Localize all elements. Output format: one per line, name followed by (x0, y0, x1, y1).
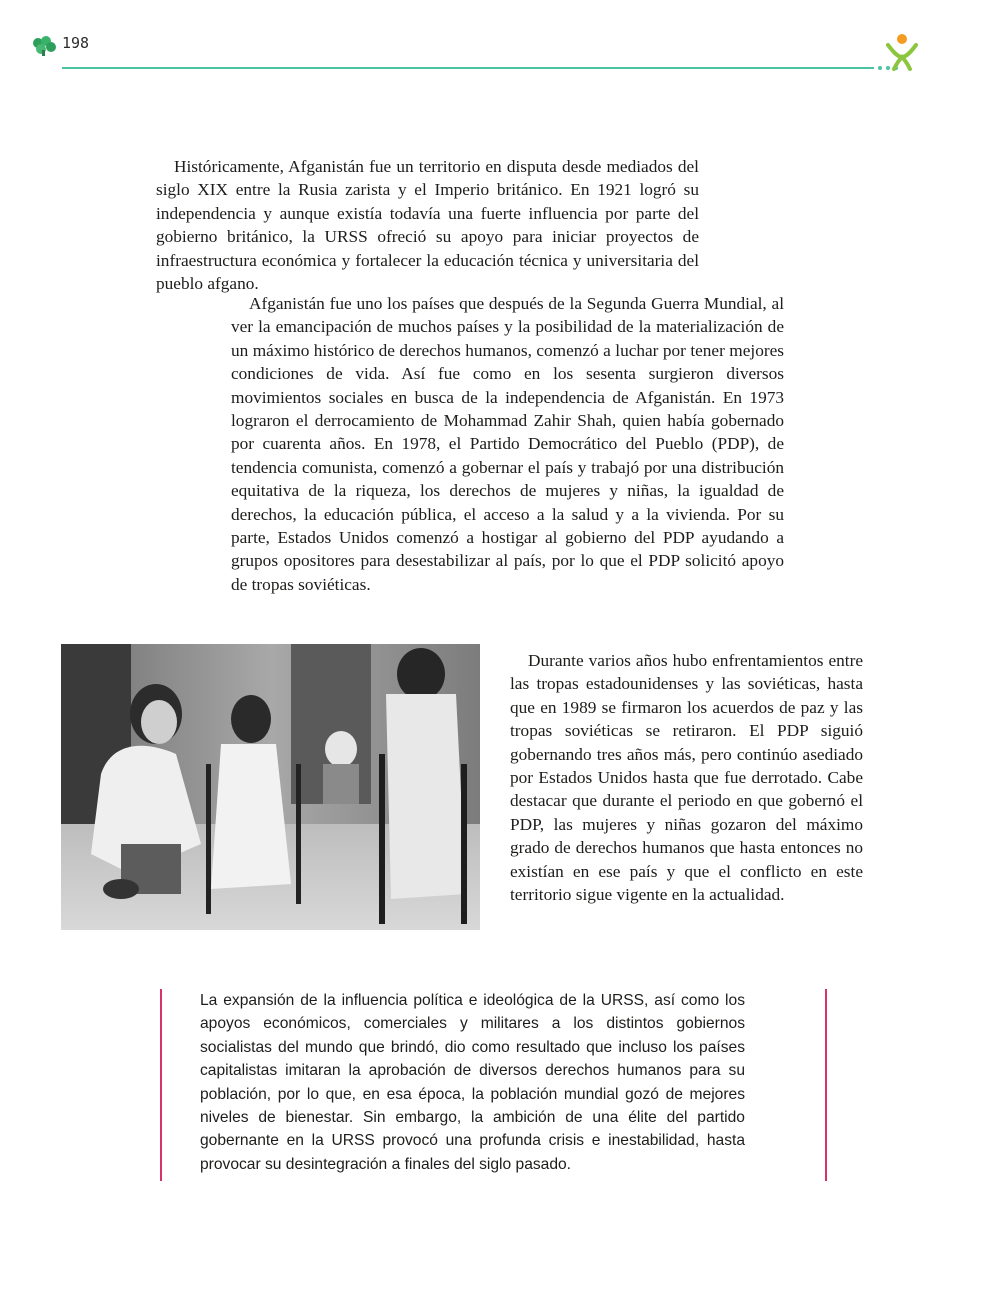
photo-children-with-crutches (61, 644, 480, 930)
paragraph-conflict: Durante varios años hubo enfrentamientos entre las tropas estadounidenses y las soviéticas, hasta que en 1989 se firmaron los acuerdos de paz y las tropas soviéticas se retiraron. El PDP siguió gobernando tres años más, pero continúo asediado por Estados Unidos hasta que fue derrotado. Cabe destacar que durante el periodo en que gobernó el PDP, las mujeres y niñas gozaron del máximo grado de derechos humanos que hasta entonces no existían en ese país y que el conflicto en este territorio sigue vigente en la actualidad. (510, 651, 863, 905)
figure-with-orange-head-icon (884, 31, 920, 71)
page-number: 198 (62, 34, 90, 52)
green-flower-cluster-icon (30, 34, 58, 56)
page-header (0, 0, 986, 80)
header-rule (62, 67, 874, 69)
callout-left-bar (160, 989, 162, 1181)
callout-text: La expansión de la influencia política e ideológica de la URSS, así como los apoyos económicos, comerciales y militares a los distintos gobiernos socialistas del mundo que brindó, dio como resultado que incluso los países capitalistas imitaran la aprobación de diversos derechos humanos para su población, por lo que, en esa época, la población mundial gozó de mejores niveles de bienestar. Sin embargo, la ambición de una élite del partido gobernante en la URSS provocó una profunda crisis e inestabilidad, hasta provocar su desintegración a finales del siglo pasado. (200, 992, 745, 1173)
callout-box (160, 989, 827, 1181)
paragraph-afganistan-pdp: Afganistán fue uno los países que después de la Segunda Guerra Mundial, al ver la emancipación de muchos países y la posibilidad de la materialización de un máximo histórico de derechos humanos, comenzó a luchar por tener mejores condiciones de vida. Así fue como en los sesenta surgieron diversos movimientos sociales en busca de la independencia de Afganistán. En 1973 lograron el derrocamiento de Mohammad Zahir Shah, quien había gobernado por cuarenta años. En 1978, el Partido Democrático del Pueblo (PDP), de tendencia comunista, comenzó a gobernar el país y trabajó por una distribución equitativa de la riqueza, los derechos de mujeres y niñas, la igualdad de derechos, la educación pública, el acceso a la salud y a la vivienda. Por su parte, Estados Unidos comenzó a hostigar al gobierno del PDP ayudando a grupos opositores para desestabilizar al país, por lo que el PDP solicitó apoyo de tropas soviéticas. (231, 294, 784, 594)
callout-right-bar (825, 989, 827, 1181)
paragraph-afganistan-history: Históricamente, Afganistán fue un territorio en disputa desde mediados del siglo XIX entre la Rusia zarista y el Imperio británico. En 1921 logró su independencia y aunque existía todavía una fuerte influencia por parte del gobierno británico, la URSS ofreció su apoyo para iniciar proyectos de infraestructura económica y fortalecer la educación técnica y universitaria del pueblo afgano. (156, 157, 699, 294)
